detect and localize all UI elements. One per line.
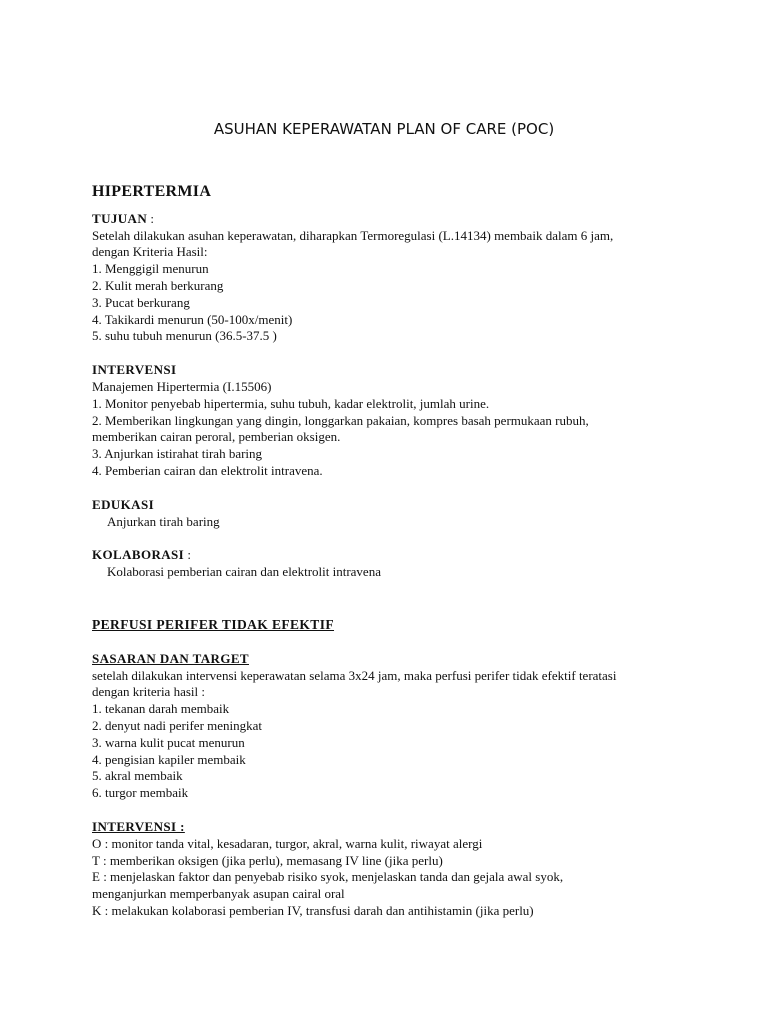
intervensi-item: 2. Memberikan lingkungan yang dingin, longgarkan pakaian, kompres basah permukaan rubuh, [92,412,589,428]
kolaborasi-label: KOLABORASI [92,547,185,563]
section-heading-perfusi: PERFUSI PERIFER TIDAK EFEKTIF [92,616,335,632]
intervensi-item: E : menjelaskan faktor dan penyebab risiko syok, menjelaskan tanda dan gejala awal syok, [92,869,564,885]
intervensi-item: memberikan cairan peroral, pemberian oksigen. [92,429,341,445]
sasaran-text: dengan kriteria hasil : [92,684,205,700]
kriteria-item: 1. tekanan darah membaik [92,701,230,717]
kriteria-item: 5. suhu tubuh menurun (36.5-37.5 ) [92,328,277,344]
tujuan-label: TUJUAN [92,210,148,226]
kriteria-item: 6. turgor membaik [92,785,189,801]
kriteria-item: 3. warna kulit pucat menurun [92,734,245,750]
section-hipertermia [92,184,712,581]
kriteria-item: 4. pengisian kapiler membaik [92,751,246,767]
tujuan-text: dengan Kriteria Hasil: [92,244,208,260]
edukasi-label: EDUKASI [92,496,155,512]
intervensi-item: K : melakukan kolaborasi pemberian IV, transfusi darah dan antihistamin (jika perlu) [92,902,534,918]
intervensi-item: T : memberikan oksigen (jika perlu), memasang IV line (jika perlu) [92,852,443,868]
edukasi-text: Anjurkan tirah baring [107,513,220,529]
kriteria-item: 2. Kulit merah berkurang [92,277,224,293]
tujuan-colon: : [147,210,154,226]
intervensi-item: O : monitor tanda vital, kesadaran, turgor, akral, warna kulit, riwayat alergi [92,835,483,851]
section-perfusi [92,617,712,920]
intervensi-intro: Manajemen Hipertermia (I.15506) [92,378,272,394]
intervensi-label: INTERVENSI : [92,818,185,834]
section-heading-hipertermia: HIPERTERMIA [92,183,212,200]
kolaborasi-heading [92,547,712,564]
sasaran-text: setelah dilakukan intervensi keperawatan selama 3x24 jam, maka perfusi perifer tidak efektif teratasi [92,667,617,683]
kriteria-item: 5. akral membaik [92,768,183,784]
intervensi-label: INTERVENSI [92,362,177,378]
kolaborasi-text: Kolaborasi pemberian cairan dan elektrolit intravena [107,564,381,580]
intervensi-item: menganjurkan memperbanyak asupan cairal oral [92,886,345,902]
document-body [92,184,712,920]
kolaborasi-colon: : [184,547,192,563]
sasaran-label: SASARAN DAN TARGET [92,650,249,666]
kriteria-item: 4. Takikardi menurun (50-100x/menit) [92,311,293,327]
intervensi-item: 1. Monitor penyebab hipertermia, suhu tubuh, kadar elektrolit, jumlah urine. [92,395,490,411]
tujuan-text: Setelah dilakukan asuhan keperawatan, diharapkan Termoregulasi (L.14134) membaik dalam 6 jam, [92,227,614,243]
document-title: ASUHAN KEPERAWATAN PLAN OF CARE (POC) [213,120,555,138]
kriteria-item: 2. denyut nadi perifer meningkat [92,717,263,733]
tujuan-heading [92,211,712,228]
intervensi-item: 3. Anjurkan istirahat tirah baring [92,446,263,462]
kriteria-item: 3. Pucat berkurang [92,294,190,310]
intervensi-item: 4. Pemberian cairan dan elektrolit intravena. [92,462,323,478]
kriteria-item: 1. Menggigil menurun [92,261,209,277]
